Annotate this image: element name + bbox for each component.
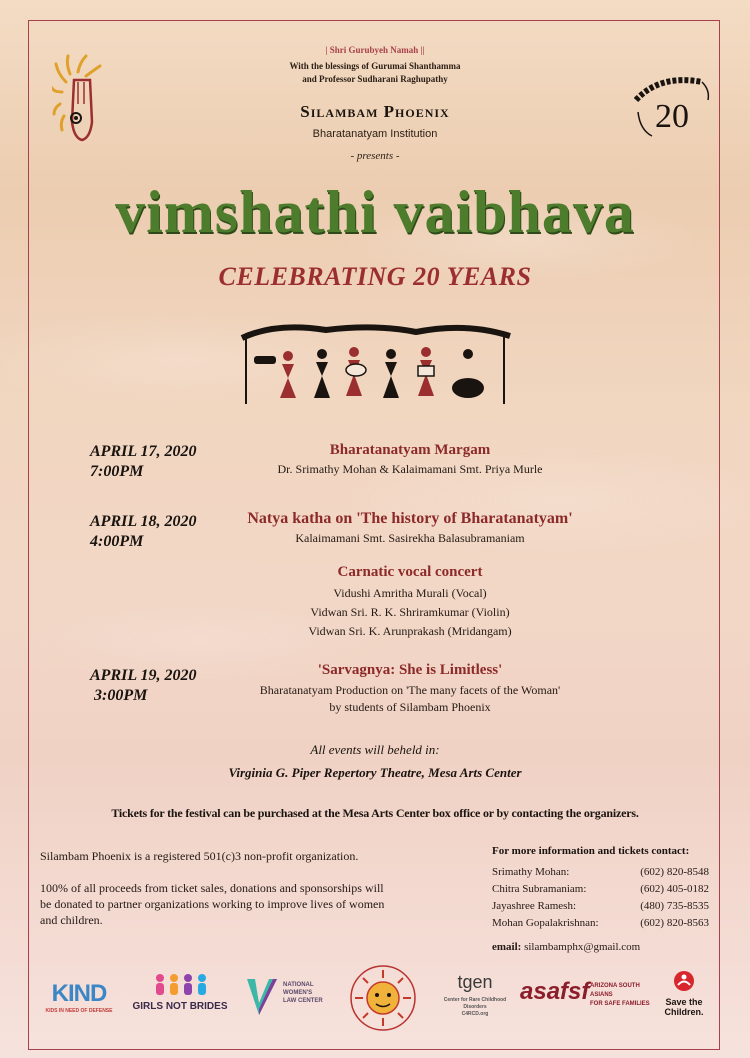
venue-name: Virginia G. Piper Repertory Theatre, Mesa Arts Center — [228, 765, 522, 780]
event-4-title: 'Sarvagnya: She is Limitless' — [317, 662, 503, 678]
nwlc-v-icon — [245, 975, 279, 1019]
girls-figures-icon — [150, 972, 210, 996]
institution-name: Bharatanatyam Institution — [312, 128, 438, 140]
contact-name: Mohan Gopalakrishnan: — [492, 917, 599, 929]
contact-phone: (602) 405-0182 — [640, 883, 709, 895]
event-3-performer-2: Vidwan Sri. R. K. Shriramkumar (Violin) — [310, 605, 510, 619]
kind-wordmark: KIND — [51, 980, 107, 1007]
event-1-title: Bharatanatyam Margam — [329, 442, 491, 458]
nwlc-wordmark — [283, 981, 323, 1005]
tgen-logo — [440, 972, 510, 1018]
event-2-datetime — [90, 512, 197, 552]
girls-wordmark: GIRLS NOT BRIDES — [132, 1001, 228, 1012]
blessing-line-1: | Shri Gurubyeh Namah || — [325, 45, 425, 55]
kind-tagline: KIDS IN NEED OF DEFENSE — [45, 1008, 113, 1014]
event-2-details — [200, 510, 620, 546]
venue-intro: All events will beheld in: — [310, 742, 440, 757]
nwlc-line-2: WOMEN'S — [283, 990, 313, 996]
stc-line-1: Save the — [665, 997, 703, 1007]
contact-email — [492, 941, 640, 953]
sun-face-logo-icon — [348, 964, 418, 1032]
blessing-text-3: and Professor Sudharani Raghupathy — [302, 74, 448, 84]
asafsf-tagline-1: ARIZONA SOUTH ASIANS — [590, 983, 640, 998]
proceeds-note — [40, 880, 470, 928]
event-3-performer-3: Vidwan Sri. K. Arunprakash (Mridangam) — [308, 624, 512, 638]
proceeds-line-1: 100% of all proceeds from ticket sales, donations and sponsorships will — [40, 881, 384, 895]
event-4-description-1: Bharatanatyam Production on 'The many facets of the Woman' — [259, 683, 561, 697]
event-3-details — [200, 564, 620, 641]
festival-subtitle: CELEBRATING 20 YEARS — [218, 262, 532, 291]
blessing-text-2: With the blessings of Gurumai Shanthamma — [289, 61, 461, 71]
girls-not-brides-logo — [130, 972, 230, 1012]
contact-row — [492, 900, 717, 912]
blessing-line-2 — [0, 60, 750, 86]
event-1-details — [200, 442, 620, 477]
event-3-title: Carnatic vocal concert — [337, 564, 483, 580]
event-1-performers: Dr. Srimathy Mohan & Kalaimamani Smt. Priya Murle — [277, 462, 543, 476]
email-label: email: — [492, 941, 522, 953]
event-1-time: 7:00PM — [90, 463, 144, 480]
contact-row — [492, 866, 717, 878]
contact-phone: (602) 820-8548 — [640, 866, 709, 878]
asafsf-tagline-2: FOR SAFE FAMILIES — [590, 1001, 650, 1007]
contact-phone: (602) 820-8563 — [640, 917, 709, 929]
event-2-date: APRIL 18, 2020 — [90, 513, 197, 530]
event-4-date: APRIL 19, 2020 — [90, 667, 197, 684]
festival-title: vimshathi vaibhava — [115, 179, 635, 245]
asafsf-tagline — [590, 982, 650, 1009]
event-4-description-2: by students of Silambam Phoenix — [329, 700, 491, 714]
event-2-performers: Kalaimamani Smt. Sasirekha Balasubramaniam — [295, 531, 525, 545]
asafsf-wordmark: asafsf — [520, 978, 590, 1005]
save-the-children-icon — [673, 970, 695, 992]
proceeds-line-2: be donated to partner organizations working to improve lives of women — [40, 897, 385, 911]
tgen-tagline: Center for Rare Childhood Disorders — [443, 997, 507, 1010]
nwlc-line-1: NATIONAL — [283, 982, 314, 988]
event-4-details — [200, 662, 620, 716]
tgen-wordmark: tgen — [457, 972, 493, 992]
event-3-performer-1: Vidushi Amritha Murali (Vocal) — [333, 586, 487, 600]
contact-heading: For more information and tickets contact: — [492, 845, 690, 857]
asafsf-logo — [520, 978, 650, 1018]
event-1-date: APRIL 17, 2020 — [90, 443, 197, 460]
event-4-time: 3:00PM — [94, 687, 148, 704]
event-1-datetime — [90, 442, 197, 482]
event-2-title: Natya katha on 'The history of Bharatanatyam' — [247, 510, 573, 527]
email-address: silambamphx@gmail.com — [524, 941, 641, 953]
event-2-time: 4:00PM — [90, 533, 144, 550]
warli-musicians-illustration-icon — [236, 318, 516, 418]
proceeds-line-3: and children. — [40, 913, 103, 927]
stc-line-2: Children. — [664, 1007, 704, 1017]
nwlc-logo — [245, 975, 340, 1020]
nwlc-line-3: LAW CENTER — [283, 998, 323, 1004]
tickets-note: Tickets for the festival can be purchased at the Mesa Arts Center box office or by contacting the organizers. — [111, 806, 639, 820]
contact-row — [492, 917, 717, 929]
save-the-children-logo — [654, 970, 714, 1017]
kind-logo — [40, 980, 118, 1014]
event-4-datetime — [90, 666, 197, 706]
contact-phone: (480) 735-8535 — [640, 900, 709, 912]
contact-row — [492, 883, 717, 895]
contact-name: Jayashree Ramesh: — [492, 900, 576, 912]
contact-name: Srimathy Mohan: — [492, 866, 570, 878]
organization-name: Silambam Phoenix — [300, 102, 450, 121]
anniversary-number: 20 — [655, 98, 689, 135]
nonprofit-note: Silambam Phoenix is a registered 501(c)3 non-profit organization. — [40, 849, 359, 863]
tgen-site: C4RCD.org — [461, 1011, 489, 1017]
presents-label: - presents - — [350, 150, 400, 162]
contact-name: Chitra Subramaniam: — [492, 883, 587, 895]
